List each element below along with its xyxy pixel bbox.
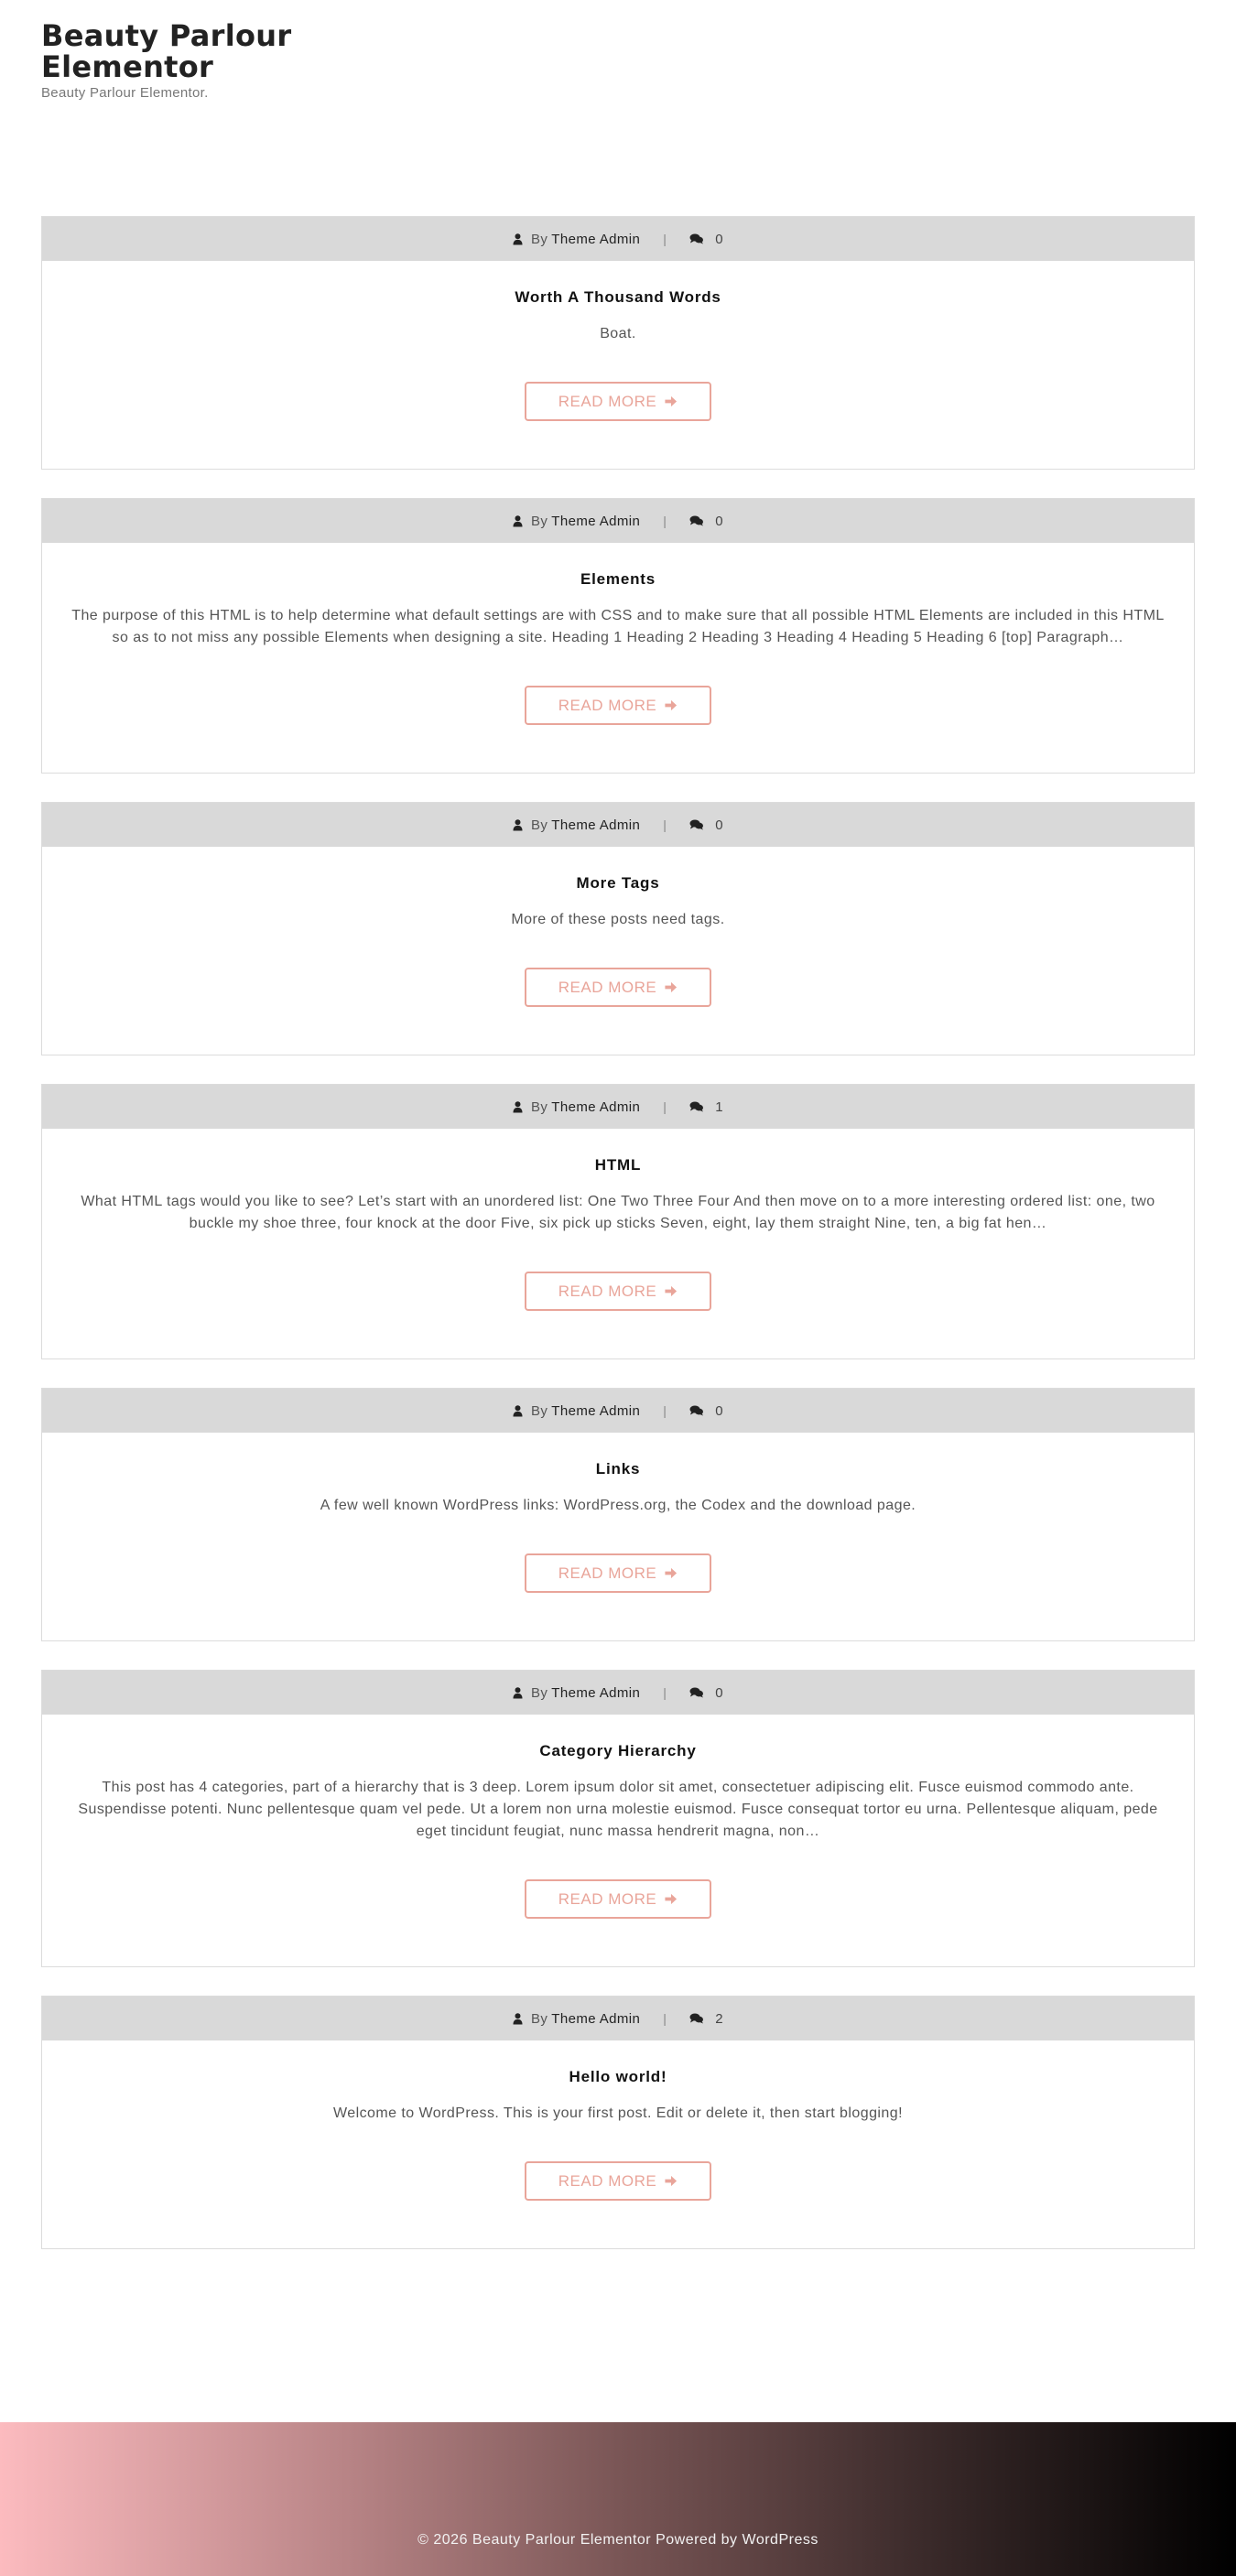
post-title[interactable]: Hello world! (569, 2068, 667, 2085)
comments-icon (689, 515, 704, 526)
post-body (42, 1129, 1194, 1358)
user-icon (513, 1101, 523, 1113)
site-header (0, 0, 1236, 216)
post-meta-bar (42, 803, 1194, 847)
site-title[interactable]: Beauty Parlour Elementor (41, 18, 292, 84)
read-more-label: READ MORE (558, 1889, 657, 1908)
post-comments[interactable] (689, 232, 723, 247)
arrow-right-icon (664, 2174, 678, 2188)
post-author[interactable] (513, 817, 640, 833)
read-more-label: READ MORE (558, 978, 657, 996)
meta-divider: | (663, 232, 667, 246)
post-author[interactable] (513, 1685, 640, 1701)
author-name[interactable]: Theme Admin (551, 231, 641, 247)
post-meta-bar (42, 217, 1194, 261)
post-title[interactable]: HTML (594, 1156, 642, 1174)
post-meta-bar (42, 1389, 1194, 1433)
arrow-right-icon (664, 1566, 678, 1580)
comment-count: 1 (715, 1099, 724, 1115)
read-more-button[interactable] (525, 2161, 711, 2201)
post-meta-bar (42, 499, 1194, 543)
post-excerpt: A few well known WordPress links: WordPress.org, the Codex and the download page. (320, 1498, 916, 1513)
read-more-label: READ MORE (558, 1282, 657, 1300)
author-name[interactable]: Theme Admin (551, 2010, 641, 2027)
post-comments[interactable] (689, 1099, 723, 1115)
meta-divider: | (663, 1403, 667, 1418)
author-name[interactable]: Theme Admin (551, 1099, 641, 1115)
meta-divider: | (663, 817, 667, 832)
read-more-button[interactable] (525, 686, 711, 725)
post-body (42, 1715, 1194, 1966)
meta-divider: | (663, 514, 667, 528)
author-prefix: By (530, 2010, 548, 2027)
comments-icon (689, 1687, 704, 1698)
read-more-button[interactable] (525, 1272, 711, 1311)
post-card (41, 498, 1195, 774)
arrow-right-icon (664, 1892, 678, 1906)
posts-list (41, 216, 1195, 2249)
user-icon (513, 2013, 523, 2025)
comment-count: 2 (715, 2010, 724, 2027)
arrow-right-icon (664, 395, 678, 408)
meta-divider: | (663, 1099, 667, 1114)
comment-count: 0 (715, 513, 724, 529)
author-prefix: By (530, 231, 548, 247)
post-body (42, 1433, 1194, 1640)
post-author[interactable] (513, 1403, 640, 1419)
post-excerpt: More of these posts need tags. (511, 912, 725, 927)
user-icon (513, 515, 523, 527)
comments-icon (689, 233, 704, 244)
post-author[interactable] (513, 1099, 640, 1115)
meta-divider: | (663, 1685, 667, 1700)
read-more-label: READ MORE (558, 2171, 657, 2190)
post-comments[interactable] (689, 817, 723, 833)
post-title[interactable]: Links (595, 1460, 641, 1477)
post-title[interactable]: Elements (580, 570, 656, 588)
post-comments[interactable] (689, 1685, 723, 1701)
comments-icon (689, 2013, 704, 2024)
read-more-button[interactable] (525, 1879, 711, 1919)
post-body (42, 2040, 1194, 2248)
author-prefix: By (530, 1402, 548, 1419)
meta-divider: | (663, 2011, 667, 2026)
site-footer (0, 2422, 1236, 2576)
post-excerpt: This post has 4 categories, part of a hierarchy that is 3 deep. Lorem ipsum dolor sit amet, consectetuer adipiscing elit. Fusce euismod commodo ante. Suspendisse potenti. Nunc pellentesque quam vel pede. Ut a lorem non urna molestie euismod. Fusce consequat tortor eu urna. Pellentesque aliquam, pede eget tincidunt feugiat, nunc massa hendrerit magna, non… (78, 1780, 1158, 1839)
read-more-label: READ MORE (558, 696, 657, 714)
comments-icon (689, 1101, 704, 1112)
footer-copyright: © 2026 Beauty Parlour Elementor Powered by WordPress (417, 2532, 819, 2548)
post-excerpt: The purpose of this HTML is to help determine what default settings are with CSS and to make sure that all possible HTML Elements are included in this HTML so as to not miss any possible Elements when designing a site. Heading 1 Heading 2 Heading 3 Heading 4 Heading 5 Heading 6 [top] Paragraph… (71, 608, 1165, 645)
author-prefix: By (530, 1684, 548, 1701)
arrow-right-icon (664, 980, 678, 994)
read-more-button[interactable] (525, 968, 711, 1007)
author-name[interactable]: Theme Admin (551, 1402, 641, 1419)
user-icon (513, 1687, 523, 1699)
post-author[interactable] (513, 2011, 640, 2027)
read-more-label: READ MORE (558, 1564, 657, 1582)
author-name[interactable]: Theme Admin (551, 817, 641, 833)
post-card (41, 802, 1195, 1055)
post-comments[interactable] (689, 2011, 723, 2027)
post-excerpt: Boat. (600, 326, 636, 341)
post-comments[interactable] (689, 1403, 723, 1419)
comment-count: 0 (715, 817, 724, 833)
comment-count: 0 (715, 231, 724, 247)
post-meta-bar (42, 1671, 1194, 1715)
post-body (42, 261, 1194, 469)
arrow-right-icon (664, 1284, 678, 1298)
post-author[interactable] (513, 232, 640, 247)
post-excerpt: Welcome to WordPress. This is your first post. Edit or delete it, then start blogging! (332, 2105, 904, 2121)
author-prefix: By (530, 1099, 548, 1115)
post-meta-bar (42, 1997, 1194, 2040)
read-more-button[interactable] (525, 382, 711, 421)
post-author[interactable] (513, 514, 640, 529)
user-icon (513, 1405, 523, 1417)
read-more-label: READ MORE (558, 392, 657, 410)
post-comments[interactable] (689, 514, 723, 529)
author-name[interactable]: Theme Admin (551, 1684, 641, 1701)
author-name[interactable]: Theme Admin (551, 513, 641, 529)
comment-count: 0 (715, 1684, 724, 1701)
post-title[interactable]: Worth A Thousand Words (515, 288, 721, 306)
user-icon (513, 233, 523, 245)
post-body (42, 847, 1194, 1055)
post-card (41, 1388, 1195, 1641)
comment-count: 0 (715, 1402, 724, 1419)
post-card (41, 1670, 1195, 1967)
user-icon (513, 819, 523, 831)
author-prefix: By (530, 513, 548, 529)
post-card (41, 1084, 1195, 1359)
post-title[interactable]: More Tags (576, 874, 660, 892)
post-meta-bar (42, 1085, 1194, 1129)
arrow-right-icon (664, 698, 678, 712)
post-excerpt: What HTML tags would you like to see? Let’s start with an unordered list: One Two Three Four And then move on to a more interesting ordered list: one, two buckle my shoe three, four knock at the door Five, six pick up sticks Seven, eight, lay them straight Nine, ten, a big fat hen… (81, 1194, 1155, 1231)
post-card (41, 216, 1195, 470)
post-title[interactable]: Category Hierarchy (539, 1742, 697, 1759)
author-prefix: By (530, 817, 548, 833)
site-tagline: Beauty Parlour Elementor. (41, 85, 209, 101)
post-body (42, 543, 1194, 773)
post-card (41, 1996, 1195, 2249)
comments-icon (689, 1405, 704, 1416)
comments-icon (689, 819, 704, 830)
read-more-button[interactable] (525, 1553, 711, 1593)
